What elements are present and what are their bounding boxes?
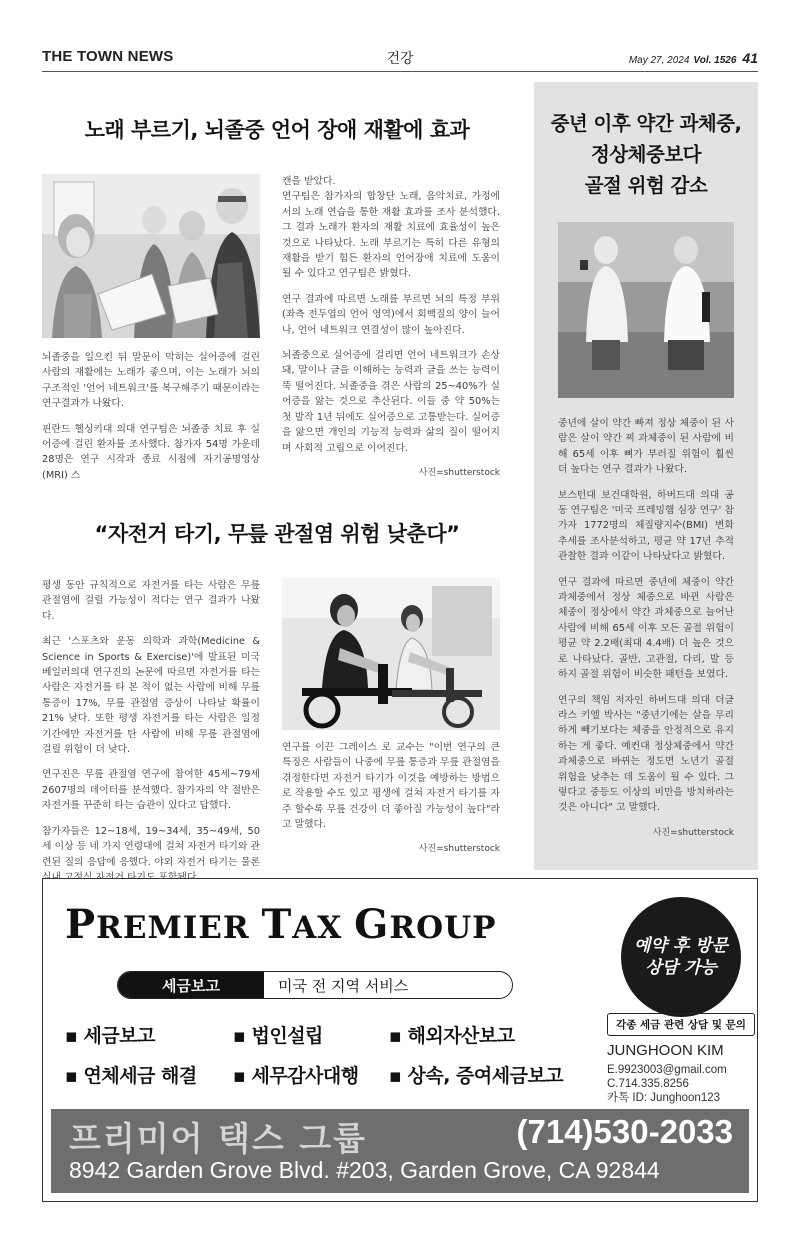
sidebar-title-line: 중년 이후 약간 과체중,: [550, 112, 742, 135]
article1-left-column: [42, 350, 260, 493]
article2-paragraph: 연구를 이끈 그레이스 로 교수는 "이번 연구의 큰 특징은 사람들이 나중에 무릎 통증과 무릎 관절염을 겪정한다면 자전거 타기가 이것을 예방하는 방법으로 작용할 수도 있고 평생에 걸쳐 자전거 타기를 자주 할수록 무릎 건강이 더 좋아질 가능성이 높다"라고 말했다.: [282, 742, 500, 831]
section-name: 건강: [386, 51, 414, 67]
pill-left-label: 세금보고: [118, 972, 264, 999]
brand-part: REMIER: [96, 910, 262, 946]
ad-address: 8942 Garden Grove Blvd. #203, Garden Grove, CA 92844: [69, 1157, 660, 1183]
article1-paragraph: 연구 결과에 따르면 노래를 부르면 뇌의 특정 부위(좌측 전두엽의 언어 영역)에서 회백질의 양이 늘어나, 언어 네트워크 연결성이 많이 높아진다.: [282, 293, 500, 336]
issue-meta: [629, 50, 758, 66]
ad-brand-name: [65, 901, 496, 948]
ad-footer-band: [51, 1109, 749, 1193]
appointment-badge: [621, 897, 741, 1017]
article2-right-column: [282, 740, 500, 858]
article2-paragraph: 최근 '스포츠와 운동 의학과 과학(Medicine & Science in Sports & Exercise)'에 발표된 미국 베일러의대 연구진의 논문에 따르면 자전거를 타는 사람은 자전거를 타 본 적이 없는 사람에 비해 무릎 통증이 17%, 무릎 관절염 증상이 나타날 확률이 21% 낮다. 또한 평생 자전거를 타는 사람은 일정 기간에만 자전거를 탄 사람에 비해 무릎 관절염에 걸릴 위험이 더 낮다.: [42, 636, 260, 756]
brand-initial: T: [261, 901, 293, 948]
issue-volume: Vol. 1526: [693, 55, 737, 66]
photo-credit: 사진=shutterstock: [418, 467, 500, 478]
sidebar-paragraph: 중년에 살이 약간 빠져 정상 체중이 된 사람은 살이 약간 찌 과체중이 된 사람에 비해 65세 이후 뼈가 부러질 위험이 훨씬 더 높다는 연구 결과가 나왔다.: [558, 418, 734, 476]
sidebar-paragraph: 연구의 책임 저자인 하버드대 의대 더글라스 키엘 박사는 "중년기에는 살을 무리하게 빼기보다는 체중을 안정적으로 유지하는 게 좋다. 예컨대 정상체중에서 약간 과체중으로 바뀌는 정도면 노년기 골절 위험을 낮추는 데 도움이 될 수 있다. 그렇다고 중등도 이상의 비만을 방치하라는 것은 아니다" 고 말했다.: [558, 694, 734, 814]
article2-paragraph: 평생 동안 규칙적으로 자전거를 타는 사람은 무릎 관절염에 걸릴 가능성이 적다는 연구 결과가 나왔다.: [42, 580, 260, 622]
brand-initial: P: [65, 901, 97, 948]
brand-initial: G: [354, 901, 390, 948]
article1-paragraph: 핀란드 헬싱키대 의대 연구팀은 뇌졸중 치료 후 실어증에 걸린 환자를 조사했다. 참가자 54명 가운데 28명은 연구 시작과 종료 시점에 자기공명영상(MRI) 스: [42, 423, 260, 481]
article1-right-column: [282, 174, 500, 481]
service-item: ▪ 해외자산보고: [389, 1025, 515, 1047]
singing-seniors-photo: [42, 174, 260, 338]
article2-left-column: [42, 578, 260, 895]
service-item: ▪ 연체세금 해결: [65, 1065, 197, 1087]
article1-paragraph: 뇌졸중을 일으킨 뒤 말문이 막히는 실어증에 걸린 사람의 재활에는 노래가 좋으며, 이는 노래가 뇌의 구조적인 '언어 네트워크'를 복구해주기 때문이라는 연구결과가 나왔다.: [42, 352, 260, 410]
service-item: ▪ 법인설립: [233, 1025, 323, 1047]
article1-paragraph: 연구팀은 참가자의 합창단 노래, 음악치료, 가정에서의 노래 연습을 통한 재활 효과를 조사 분석했다. 그 결과 노래가 환자의 재활 치료에 효율성이 높은 것으로 나타났다. 노래 부르기는 특히 다른 유형의 재활을 받기 힘든 환자의 언어장애 치료에 도움이 될 수 있다고 연구팀은 밝혔다.: [282, 191, 500, 280]
sidebar-title: [534, 108, 758, 201]
contact-kakao: 카톡 ID: Junghoon123: [607, 1092, 721, 1104]
article1-paragraph: 뇌졸중으로 실어증에 걸리면 언어 네트워크가 손상돼, 말이나 글을 이해하는 능력과 글을 쓰는 능력이 뚝 떨어진다. 뇌졸중을 겪은 사람의 25~40%가 실어증을 앓는 것으로 추산된다. 이들 중 약 50%는 첫 발작 1년 뒤에도 실어증으로 고통받는다. 실어증을 앓으면 개인의 기능적 능력과 삶의 질이 떨어지며 사회적 고립으로 이어진다.: [282, 350, 500, 454]
service-item: ▪ 세무감사대행: [233, 1065, 359, 1087]
sidebar-title-line: 골절 위험 감소: [584, 174, 708, 197]
contact-phone[interactable]: C.714.335.8256: [607, 1078, 689, 1090]
photo-credit: 사진=shutterstock: [418, 844, 500, 855]
premier-tax-ad: [42, 878, 758, 1202]
masthead: [42, 44, 758, 72]
ad-phone[interactable]: (714)530-2033: [516, 1113, 733, 1150]
page-number: 41: [742, 50, 758, 66]
pill-right-label: 미국 전 지역 서비스: [278, 977, 409, 995]
cycling-class-photo: [282, 578, 500, 730]
contact-name: JUNGHOON KIM: [607, 1042, 724, 1059]
article1-title: 노래 부르기, 뇌졸중 언어 장애 재활에 효과: [84, 118, 470, 142]
issue-date: May 27, 2024: [628, 55, 690, 66]
brand-part: AX: [292, 910, 355, 946]
cycling-class-illustration: [282, 578, 500, 730]
contact-title: 각종 세금 관련 상담 및 문의: [607, 1013, 755, 1036]
article2-paragraph: 참가자들은 12~18세, 19~34세, 35~49세, 50세 이상 등 네 가지 연령대에 걸쳐 자전거 타기와 관련된 질의 응답에 응했다. 야외 자전거 타기는 물론: [42, 825, 260, 868]
contact-email[interactable]: E.9923003@gmail.com: [607, 1064, 727, 1076]
seniors-exercise-illustration: [558, 222, 734, 398]
newspaper-brand: THE TOWN NEWS: [42, 48, 174, 65]
sidebar-paragraph: 보스턴대 보건대학원, 하버드대 의대 공동 연구팀은 '미국 프레밍햄 심장 연구' 참가자 1772명의 체질량지수(BMI) 변화 추세를 조사분석하고, 평균 약 17년 추적 관찰한 결과 이같이 나타났다고 밝혔다.: [558, 489, 734, 563]
seniors-exercise-photo: [558, 222, 734, 398]
ad-korean-name: 프리미어 택스 그룹: [69, 1119, 368, 1158]
service-item: ▪ 세금보고: [65, 1025, 155, 1047]
article1-paragraph: 캔을 받았다.: [282, 176, 336, 187]
badge-line: 상담 가능: [645, 958, 717, 978]
service-item: ▪ 상속, 증여세금보고: [389, 1065, 564, 1087]
article2-paragraph: 연구진은 무릎 관절염 연구에 참여한 45세~79세 2607명의 데이터를 분석했다. 참가자의 약 절반은 자전거를 꾸준히 타는 습관이 있다고 답했다.: [42, 769, 260, 812]
sidebar-article: [534, 82, 758, 870]
ad-service-pill: [117, 971, 513, 999]
contact-block: [607, 1013, 755, 1105]
sidebar-body: [558, 416, 734, 841]
photo-credit: 사진=shutterstock: [652, 827, 734, 838]
sidebar-title-line: 정상체중보다: [590, 143, 702, 166]
brand-part: ROUP: [389, 910, 497, 946]
badge-line: 예약 후 방문: [634, 936, 728, 956]
singing-seniors-illustration: [42, 174, 260, 338]
article2-title: “자전거 타기, 무릎 관절염 위험 낮춘다”: [94, 522, 460, 546]
sidebar-paragraph: 연구 결과에 따르면 중년에 체중이 약간 과체중에서 정상 체중으로 바뀐 사람은 체중이 정상에서 약간 과체중으로 늘어난 사람에 비해 65세 이후 모든 골절 위험이 평균 약 2.2배(최대 4.4배) 더 높은 것으로 나타났다. 골반, 고관절, 다리, 발 등 하지 골절 위험이 비슷한 패턴을 보였다.: [558, 576, 734, 681]
